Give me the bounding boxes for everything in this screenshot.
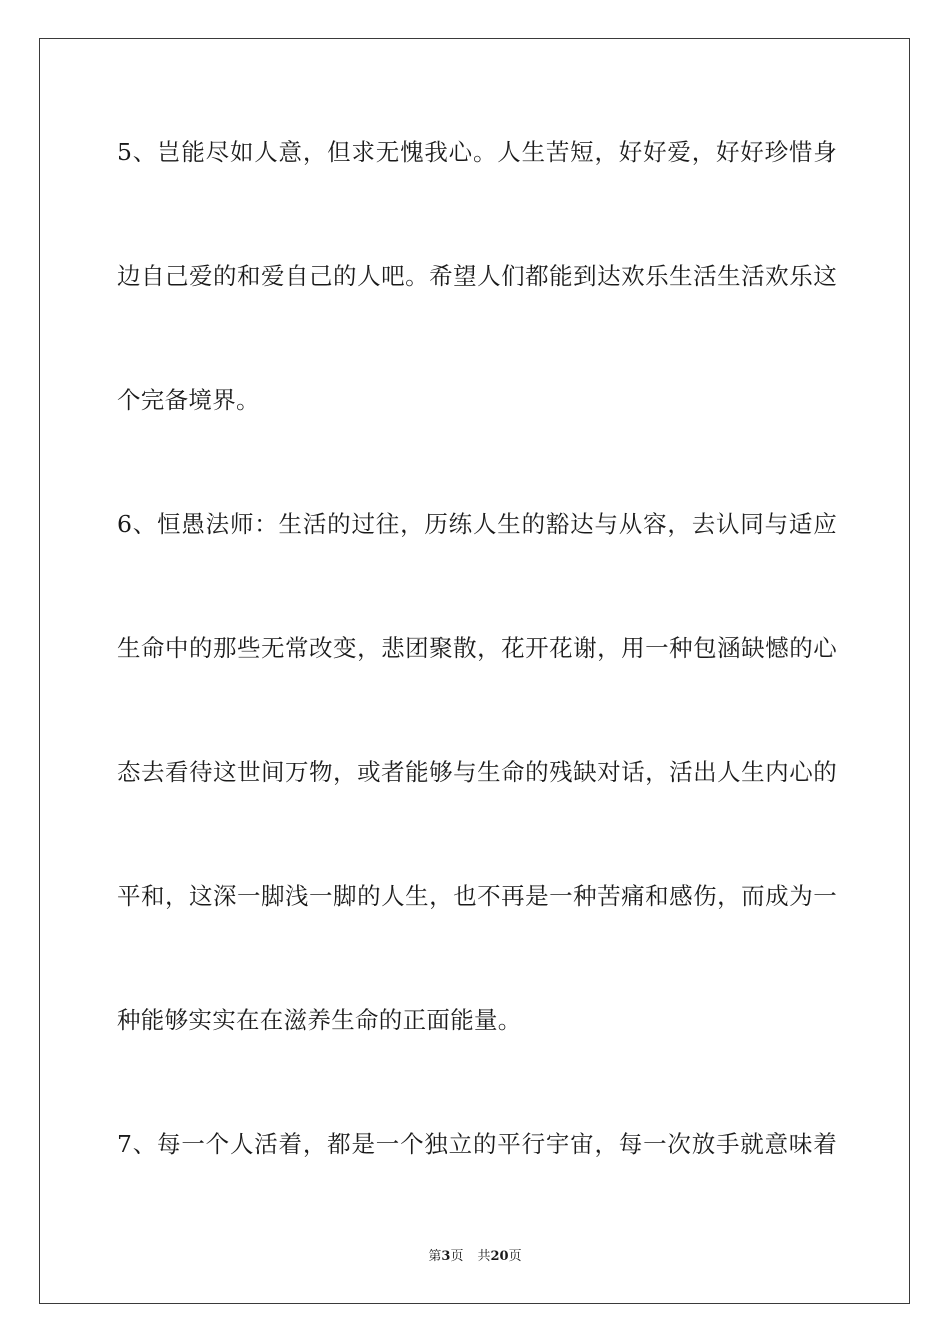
text-line-6: 态去看待这世间万物，或者能够与生命的残缺对话，活出人生内心的 bbox=[117, 758, 837, 786]
text-line-3: 个完备境界。 bbox=[117, 386, 260, 414]
text-line-7: 平和，这深一脚浅一脚的人生，也不再是一种苦痛和感伤，而成为一 bbox=[117, 882, 837, 910]
page-footer bbox=[0, 1245, 950, 1264]
text-line-9: 7、每一个人活着，都是一个独立的平行宇宙，每一次放手就意味着 bbox=[117, 1130, 837, 1158]
page-border bbox=[39, 38, 910, 1304]
text-line-8: 种能够实实在在滋养生命的正面能量。 bbox=[117, 1006, 522, 1034]
total-prefix: 共 bbox=[477, 1249, 491, 1264]
page-total: 20 bbox=[490, 1249, 509, 1264]
text-line-1: 5、岂能尽如人意，但求无愧我心。人生苦短，好好爱，好好珍惜身 bbox=[117, 138, 837, 166]
text-line-4: 6、恒愚法师：生活的过往，历练人生的豁达与从容，去认同与适应 bbox=[117, 510, 837, 538]
page-prefix: 第 bbox=[428, 1249, 442, 1264]
text-line-5: 生命中的那些无常改变，悲团聚散，花开花谢，用一种包涵缺憾的心 bbox=[117, 634, 837, 662]
text-line-2: 边自己爱的和爱自己的人吧。希望人们都能到达欢乐生活生活欢乐这 bbox=[117, 262, 837, 290]
total-suffix: 页 bbox=[508, 1249, 522, 1264]
page-current: 3 bbox=[441, 1249, 451, 1264]
page-suffix: 页 bbox=[450, 1249, 464, 1264]
